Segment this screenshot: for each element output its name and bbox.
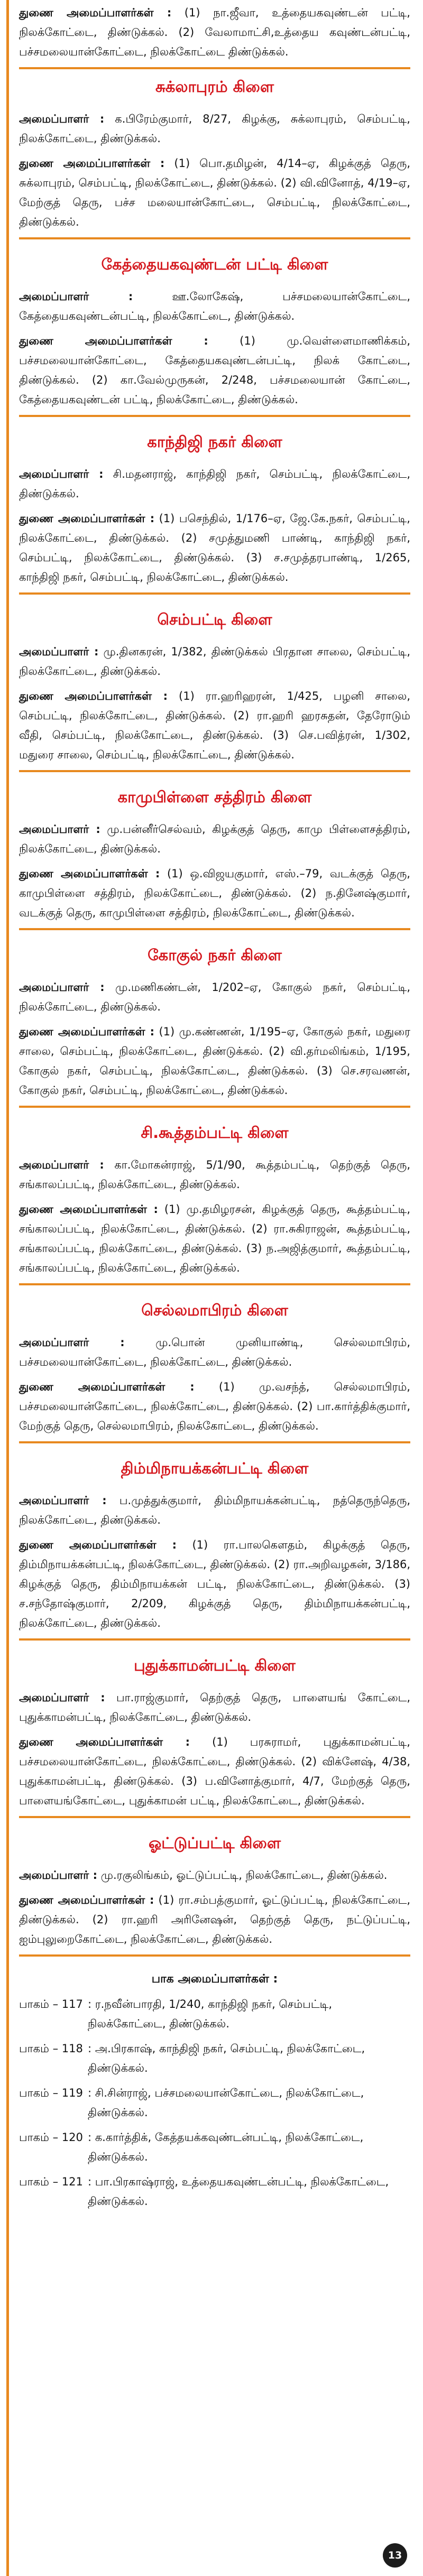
branch-section xyxy=(19,788,410,930)
branch-title: காந்திஜி நகர் கிளை xyxy=(147,433,282,451)
deputies-label: துணை அமைப்பாளர்கள் : xyxy=(19,1736,190,1748)
organizer-text: மு.ரகுலிங்கம், ஓட்டுப்பட்டி, நிலக்கோட்டை, திண்டுக்கல். xyxy=(100,1869,388,1882)
part-row xyxy=(19,1995,410,2034)
branch-section xyxy=(19,1834,410,1957)
separator xyxy=(19,770,410,772)
branch-title: சி.கூத்தம்பட்டி கிளை xyxy=(141,1124,289,1142)
part-value: : அ.பிரகாஷ், காந்திஜி நகர், செம்பட்டி, நிலக்கோட்டை, திண்டுக்கல். xyxy=(88,2042,365,2074)
organizer-label: அமைப்பாளர் : xyxy=(19,1869,97,1882)
deputies-line xyxy=(19,1535,410,1633)
deputies-text: (1) ரா.ஹரிஹரன், 1/425, பழனி சாலை, செம்பட்டி, நிலக்கோட்டை, திண்டுக்கல். (2) ரா.ஹரி ஹரசுதன், தேரோடும் வீதி, செம்பட்டி, நிலக்கோட்டை, திண்டுக்கல். (3) செ.பவித்ரன், 1/302, மதுரை சாலை, செம்பட்டி, நிலக்கோட்டை, திண்டுக்கல். xyxy=(19,690,410,761)
deputies-text: (1) பசெந்தில், 1/176–ஏ, ஜே.கே.நகர், செம்பட்டி, நிலக்கோட்டை, திண்டுக்கல். (2) சமுத்துமணி பாண்டி, காந்திஜி நகர், செம்பட்டி, நிலக்கோட்டை, திண்டுக்கல். (3) ச.சமுத்தரபாண்டி, 1/265, காந்திஜி நகர், செம்பட்டி, நிலக்கோட்டை, திண்டுக்கல். xyxy=(19,512,410,583)
organizer-line xyxy=(19,642,410,681)
organizer-label: அமைப்பாளர் : xyxy=(19,1336,125,1349)
deputies-text: (1) ரா.சம்பத்குமார், ஓட்டுப்பட்டி, நிலக்கோட்டை, திண்டுக்கல். (2) ரா.ஹரி அரினேஷன், தெற்குத் தெரு, நட்டுப்பட்டி, ஐம்புலுறைகோட்டை, நிலக்கோட்டை, திண்டுக்கல். xyxy=(19,1894,410,1945)
branch-title: புதுக்காமன்பட்டி கிளை xyxy=(134,1656,296,1674)
deputies-text: (1) மு.வசந்த், செல்லமாபிரம், பச்சமலையான்கோட்டை, நிலக்கோட்டை, திண்டுக்கல். (2) பா.கார்த்திக்குமார், மேற்குத் தெரு, செல்லமாபிரம், நிலக்கோட்டை, திண்டுக்கல். xyxy=(19,1380,410,1432)
part-row xyxy=(19,2083,410,2123)
deputies-label: துணை அமைப்பாளர்கள் : xyxy=(19,1203,158,1216)
deputies-label: துணை அமைப்பாளர்கள் : xyxy=(19,157,165,170)
deputies-label: துணை அமைப்பாளர்கள் : xyxy=(19,867,160,880)
separator xyxy=(19,1283,410,1285)
separator xyxy=(19,1638,410,1641)
organizer-label: அமைப்பாளர் : xyxy=(19,290,133,303)
branch-section xyxy=(19,1301,410,1443)
part-key: பாகம் – 120 xyxy=(19,2131,83,2144)
organizer-label: அமைப்பாளர் : xyxy=(19,1159,104,1171)
branch-section xyxy=(19,255,410,417)
deputies-label: துணை அமைப்பாளர்கள் : xyxy=(19,512,155,525)
organizer-label: அமைப்பாளர் : xyxy=(19,981,105,994)
branch-title: செம்பட்டி கிளை xyxy=(157,610,272,628)
separator xyxy=(19,1441,410,1443)
branch-title: திம்மிநாயக்கன்பட்டி கிளை xyxy=(121,1459,309,1477)
branch-title: ஓட்டுப்பட்டி கிளை xyxy=(148,1834,281,1852)
parts-list xyxy=(19,1995,410,2211)
separator xyxy=(19,237,410,239)
organizer-text: மு.மணிகண்டன், 1/202–ஏ, கோகுல் நகர், செம்பட்டி, நிலக்கோட்டை, திண்டுக்கல். xyxy=(19,981,410,1013)
deputies-label: துணை அமைப்பாளர்கள் : xyxy=(19,1894,154,1906)
part-row xyxy=(19,2128,410,2167)
organizer-label: அமைப்பாளர் : xyxy=(19,468,104,480)
deputies-text: (1) மு.கண்ணன், 1/195–ஏ, கோகுல் நகர், மதுரை சாலை, செம்பட்டி, நிலக்கோட்டை, திண்டுக்கல். (2) வி.தர்மலிங்கம், 1/195, கோகுல் நகர், செம்பட்டி, நிலக்கோட்டை, திண்டுக்கல். (3) செ.சரவணன், கோகுல் நகர், செம்பட்டி, நிலக்கோட்டை, திண்டுக்கல். xyxy=(19,1025,410,1097)
deputies-text: (1) பரசுராமர், புதுக்காமன்பட்டி, பச்சமலையான்கோட்டை, நிலக்கோட்டை, திண்டுக்கல். (2) விக்னேஷ், 4/38, புதுக்காமன்பட்டி, திண்டுக்கல். (3) ப.வினோத்குமார், 4/7, மேற்குத் தெரு, பாளையங்கோட்டை, புதுக்காமன் பட்டி, நிலக்கோட்டை, திண்டுக்கல். xyxy=(19,1736,410,1807)
organizer-text: க.பிரேம்குமார், 8/27, கிழக்கு, சுக்லாபுரம், செம்பட்டி, நிலக்கோட்டை, திண்டுக்கல். xyxy=(19,113,410,145)
organizer-label: அமைப்பாளர் : xyxy=(19,823,100,836)
deputies-text: (1) ரா.பாலகௌதம், கிழக்குத் தெரு, திம்மிநாயக்கன்பட்டி, நிலக்கோட்டை, திண்டுக்கல். (2) ரா.அறிவழகன், 3/186, கிழக்குத் தெரு, திம்மிநாயக்கன் பட்டி, நிலக்கோட்டை, திண்டுக்கல். (3) ச.சந்தோஷ்குமார், 2/209, கிழக்குத் தெரு, திம்மிநாயக்கன்பட்டி, நிலக்கோட்டை, திண்டுக்கல். xyxy=(19,1539,410,1629)
part-value: : ர.நவீன்பாரதி, 1/240, காந்திஜி நகர், செம்பட்டி, நிலக்கோட்டை, திண்டுக்கல். xyxy=(88,1998,333,2030)
deputies-line xyxy=(19,1891,410,1949)
organizer-line xyxy=(19,1688,410,1727)
organizer-text: ஊ.லோகேஷ், பச்சமலையான்கோட்டை, கேத்தையகவுண்டன்பட்டி, நிலக்கோட்டை, திண்டுக்கல். xyxy=(19,290,410,322)
part-row xyxy=(19,2039,410,2078)
branch-title: காமுபிள்ளை சத்திரம் கிளை xyxy=(117,788,312,806)
deputies-text: (1) ஒ.விஜயகுமார், எஸ்.–79, வடக்குத் தெரு, காமுபிள்ளை சத்திரம், நிலக்கோட்டை, திண்டுக்கல். (2) ந.தினேஷ்குமார், வடக்குத் தெரு, காமுபிள்ளை சத்திரம், நிலக்கோட்டை, திண்டுக்கல். xyxy=(19,867,410,919)
part-key: பாகம் – 121 xyxy=(19,2175,83,2188)
separator xyxy=(19,1816,410,1818)
parts-label: பாக அமைப்பாளர்கள் : xyxy=(151,1972,278,1986)
organizer-line xyxy=(19,1866,410,1885)
deputies-line xyxy=(19,1022,410,1100)
part-key: பாகம் – 119 xyxy=(19,2087,83,2099)
page-content xyxy=(19,3,410,2217)
branch-section xyxy=(19,946,410,1108)
deputies-label: துணை அமைப்பாளர்கள் : xyxy=(19,335,208,347)
organizer-label: அமைப்பாளர் : xyxy=(19,113,105,125)
deputies-text: (1) மு.தமிழரசன், கிழக்குத் தெரு, கூத்தம்பட்டி, சங்காலப்பட்டி, நிலக்கோட்டை, திண்டுக்கல். (2) ரா.சுகிராஜன், கூத்தம்பட்டி, சங்காலப்பட்டி, நிலக்கோட்டை, திண்டுக்கல். (3) ந.அஜித்குமார், கூத்தம்பட்டி, சங்காலப்பட்டி, நிலக்கோட்டை, திண்டுக்கல். xyxy=(19,1203,410,1274)
branch-section xyxy=(19,1656,410,1818)
deputies-line xyxy=(19,687,410,765)
separator xyxy=(19,67,410,69)
organizer-line xyxy=(19,1333,410,1372)
organizer-line xyxy=(19,465,410,504)
deputies-line xyxy=(19,331,410,410)
separator xyxy=(19,1954,410,1957)
branch-title: செல்லமாபிரம் கிளை xyxy=(141,1301,288,1319)
left-margin-rule xyxy=(6,0,9,2576)
separator xyxy=(19,592,410,595)
organizer-text: பா.ராஜ்குமார், தெற்குத் தெரு, பாளையங் கோட்டை, புதுக்காமன்பட்டி, நிலக்கோட்டை, திண்டுக்கல். xyxy=(19,1691,410,1723)
part-value: : பா.பிரகாஷ்ராஜ், உத்தையகவுண்டன்பட்டி, நிலக்கோட்டை, திண்டுக்கல். xyxy=(88,2175,389,2208)
deputies-label: துணை அமைப்பாளர்கள் : xyxy=(19,1539,177,1551)
organizer-line xyxy=(19,820,410,859)
branch-section xyxy=(19,433,410,595)
organizer-line xyxy=(19,1155,410,1194)
deputies-line xyxy=(19,1377,410,1436)
deputies-line xyxy=(19,509,410,587)
deputies-line xyxy=(19,864,410,923)
deputies-line xyxy=(19,1200,410,1278)
organizer-label: அமைப்பாளர் : xyxy=(19,645,99,658)
separator xyxy=(19,928,410,930)
organizer-label: அமைப்பாளர் : xyxy=(19,1691,105,1704)
branch-title: கோகுல் நகர் கிளை xyxy=(148,946,282,964)
branch-section xyxy=(19,78,410,239)
organizer-line xyxy=(19,287,410,326)
organizer-text: ப.முத்துக்குமார், திம்மிநாயக்கன்பட்டி, நத்தெருந்தெரு, நிலக்கோட்டை, திண்டுக்கல். xyxy=(19,1494,410,1526)
part-value: : க.கார்த்திக், கேத்தயக்கவுண்டன்பட்டி, நிலக்கோட்டை, திண்டுக்கல். xyxy=(88,2131,364,2163)
part-row xyxy=(19,2172,410,2211)
organizer-text: மு.தினகரன், 1/382, திண்டுக்கல் பிரதான சாலை, செம்பட்டி, நிலக்கோட்டை, திண்டுக்கல். xyxy=(19,645,410,678)
part-value: : சி.சின்ராஜ், பச்சமலையான்கோட்டை, நிலக்கோட்டை, திண்டுக்கல். xyxy=(88,2087,364,2119)
branch-title: கேத்தையகவுண்டன் பட்டி கிளை xyxy=(101,255,328,273)
intro-deputies: துணை அமைப்பாளர்கள் : (1) நா.ஜீவா, உத்தையகவுண்டன் பட்டி, நிலக்கோட்டை, திண்டுக்கல். (2) வேலாமாட்சி,உத்தைய கவுண்டன்பட்டி, பச்சமலையான்கோட்டை, நிலக்கோட்டை திண்டுக்கல். xyxy=(19,6,410,58)
organizer-line xyxy=(19,1491,410,1530)
branch-list xyxy=(19,78,410,1957)
organizer-label: அமைப்பாளர் : xyxy=(19,1494,107,1507)
separator xyxy=(19,415,410,417)
deputies-line xyxy=(19,1732,410,1811)
deputies-label: துணை அமைப்பாளர்கள் : xyxy=(19,1380,195,1393)
organizer-line xyxy=(19,109,410,149)
page-number-badge: 13 xyxy=(383,2543,407,2568)
deputies-label: துணை அமைப்பாளர்கள் : xyxy=(19,1025,154,1038)
part-key: பாகம் – 118 xyxy=(19,2042,83,2055)
branch-section xyxy=(19,1124,410,1285)
branch-section xyxy=(19,610,410,772)
organizer-text: சி.மதனராஜ், காந்திஜி நகர், செம்பட்டி, நிலக்கோட்டை, திண்டுக்கல். xyxy=(19,468,410,500)
branch-title: சுக்லாபுரம் கிளை xyxy=(155,78,274,96)
deputies-text: (1) மு.வெள்ளைமாணிக்கம், பச்சமலையான்கோட்டை, கேத்தையகவுண்டன்பட்டி, நிலக் கோட்டை, திண்டுக்கல். (2) கா.வேல்முருகன், 2/248, பச்சமலையான் கோட்டை, கேத்தையகவுண்டன் பட்டி, நிலக்கோட்டை, திண்டுக்கல். xyxy=(19,335,410,406)
organizer-text: மு.பொன் முனியாண்டி, செல்லமாபிரம், பச்சமலையான்கோட்டை, நிலக்கோட்டை, திண்டுக்கல். xyxy=(19,1336,410,1368)
separator xyxy=(19,1106,410,1108)
deputies-label: துணை அமைப்பாளர்கள் : xyxy=(19,690,168,702)
deputies-line xyxy=(19,154,410,232)
branch-section xyxy=(19,1459,410,1641)
organizer-text: கா.மோகன்ராஜ், 5/1/90, கூத்தம்பட்டி, தெற்குத் தெரு, சங்காலப்பட்டி, நிலக்கோட்டை, திண்டுக்கல். xyxy=(19,1159,410,1191)
part-key: பாகம் – 117 xyxy=(19,1998,83,2010)
organizer-line xyxy=(19,978,410,1017)
organizer-text: மு.பன்னீர்செல்வம், கிழக்குத் தெரு, காமு பிள்ளைசத்திரம், நிலக்கோட்டை, திண்டுக்கல். xyxy=(19,823,410,855)
deputies-text: (1) பொ.தமிழன், 4/14–ஏ, கிழக்குத் தெரு, சுக்லாபுரம், செம்பட்டி, நிலக்கோட்டை, திண்டுக்கல். (2) வி.வினோத், 4/19–ஏ, மேற்குத் தெரு, பச்ச மலையான்கோட்டை, செம்பட்டி, நிலக்கோட்டை, திண்டுக்கல். xyxy=(19,157,410,228)
